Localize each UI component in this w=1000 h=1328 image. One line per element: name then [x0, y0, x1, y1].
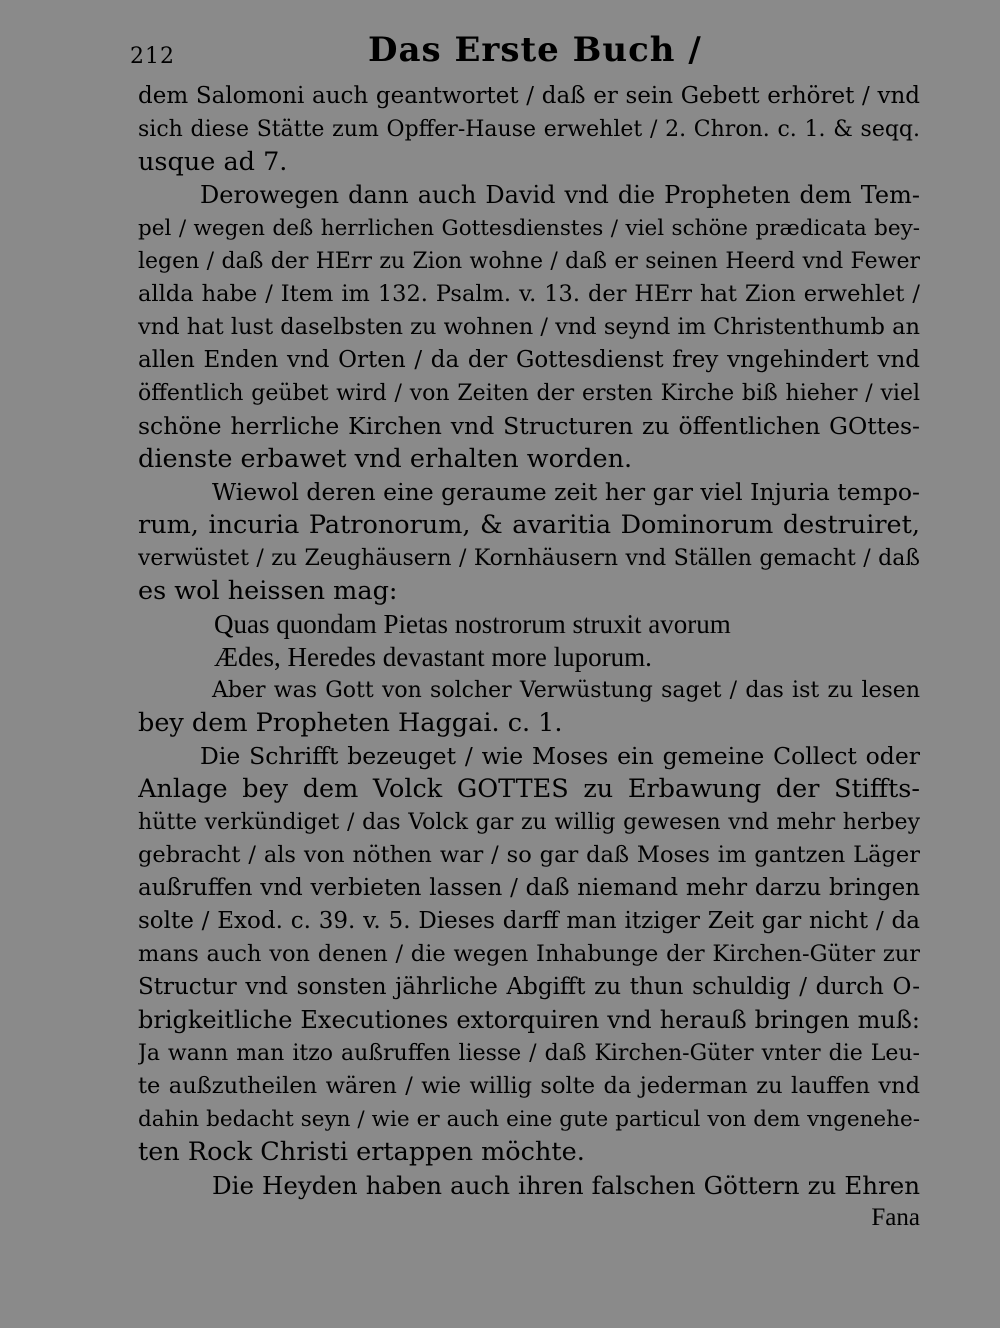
text-line: pel / wegen deß herrlichen Gottesdienstes / viel schöne prædicata bey-: [138, 216, 920, 241]
verse-line: Ædes, Heredes devastant more luporum.: [214, 642, 652, 672]
text-line: rum, incuria Patronorum, & avaritia Dominorum destruiret,: [138, 510, 920, 540]
text-line: Ja wann man itzo außruffen liesse / daß Kirchen-Güter vnter die Leu-: [138, 1041, 920, 1066]
text-line: Die Heyden haben auch ihren falschen Göttern zu Ehren: [212, 1171, 920, 1200]
text-line: usque ad 7.: [138, 147, 288, 177]
text-line: vnd hat lust daselbsten zu wohnen / vnd seynd im Christenthumb an: [138, 314, 920, 340]
text-line: Aber was Gott von solcher Verwüstung saget / das ist zu lesen: [212, 678, 920, 703]
text-line: legen / daß der HErr zu Zion wohne / daß er seinen Heerd vnd Fewer: [138, 249, 920, 274]
text-line: dienste erbawet vnd erhalten worden.: [138, 444, 633, 474]
text-line: außruffen vnd verbieten lassen / daß niemand mehr darzu bringen: [138, 875, 920, 901]
text-line: schöne herrliche Kirchen vnd Structuren zu öffentlichen GOttes-: [138, 412, 920, 440]
text-line: Derowegen dann auch David vnd die Propheten dem Tem-: [200, 181, 920, 209]
text-line: Wiewol deren eine geraume zeit her gar viel Injuria tempo-: [212, 478, 920, 506]
text-line: mans auch von denen / die wegen Inhabunge der Kirchen-Güter zur: [138, 941, 920, 967]
text-line: hütte verkündiget / das Volck gar zu willig gewesen vnd mehr herbey: [138, 810, 920, 835]
text-line: ten Rock Christi ertappen möchte.: [138, 1137, 585, 1167]
text-line: es wol heissen mag:: [138, 576, 398, 606]
running-title: Das Erste Buch /: [368, 30, 702, 70]
text-line: Structur vnd sonsten jährliche Abgifft zu thun schuldig / durch O-: [138, 974, 920, 1000]
text-line: dem Salomoni auch geantwortet / daß er sein Gebett erhöret / vnd: [138, 83, 920, 109]
text-line: te außzutheilen wären / wie willig solte da jederman zu lauffen vnd: [138, 1073, 920, 1099]
page-header: [130, 30, 920, 74]
catchword: Fana: [871, 1204, 920, 1231]
text-line: allen Enden vnd Orten / da der Gottesdienst frey vngehindert vnd: [138, 347, 920, 373]
text-line: allda habe / Item im 132. Psalm. v. 13. der HErr hat Zion erwehlet /: [138, 281, 920, 307]
text-line: solte / Exod. c. 39. v. 5. Dieses darff man itziger Zeit gar nicht / da: [138, 908, 920, 934]
page-number: 212: [130, 44, 175, 69]
text-line: verwüstet / zu Zeughäusern / Kornhäusern vnd Ställen gemacht / daß: [138, 546, 920, 571]
text-line: öffentlich geübet wird / von Zeiten der ersten Kirche biß hieher / viel: [138, 381, 920, 406]
text-line: sich diese Stätte zum Opffer-Hause erwehlet / 2. Chron. c. 1. & seqq.: [138, 117, 920, 142]
text-line: gebracht / als von nöthen war / so gar daß Moses im gantzen Läger: [138, 842, 920, 868]
text-line: bey dem Propheten Haggai. c. 1.: [138, 708, 563, 738]
text-line: brigkeitliche Executiones extorquiren vnd herauß bringen muß:: [138, 1006, 920, 1034]
body-text: [138, 80, 920, 1202]
text-line: dahin bedacht seyn / wie er auch eine gute particul von dem vngenehe-: [138, 1107, 920, 1132]
verse-line: Quas quondam Pietas nostrorum struxit avorum: [214, 609, 731, 639]
text-line: Anlage bey dem Volck GOTTES zu Erbawung der Stiffts-: [138, 774, 920, 804]
text-line: Die Schrifft bezeuget / wie Moses ein gemeine Collect oder: [200, 742, 920, 770]
